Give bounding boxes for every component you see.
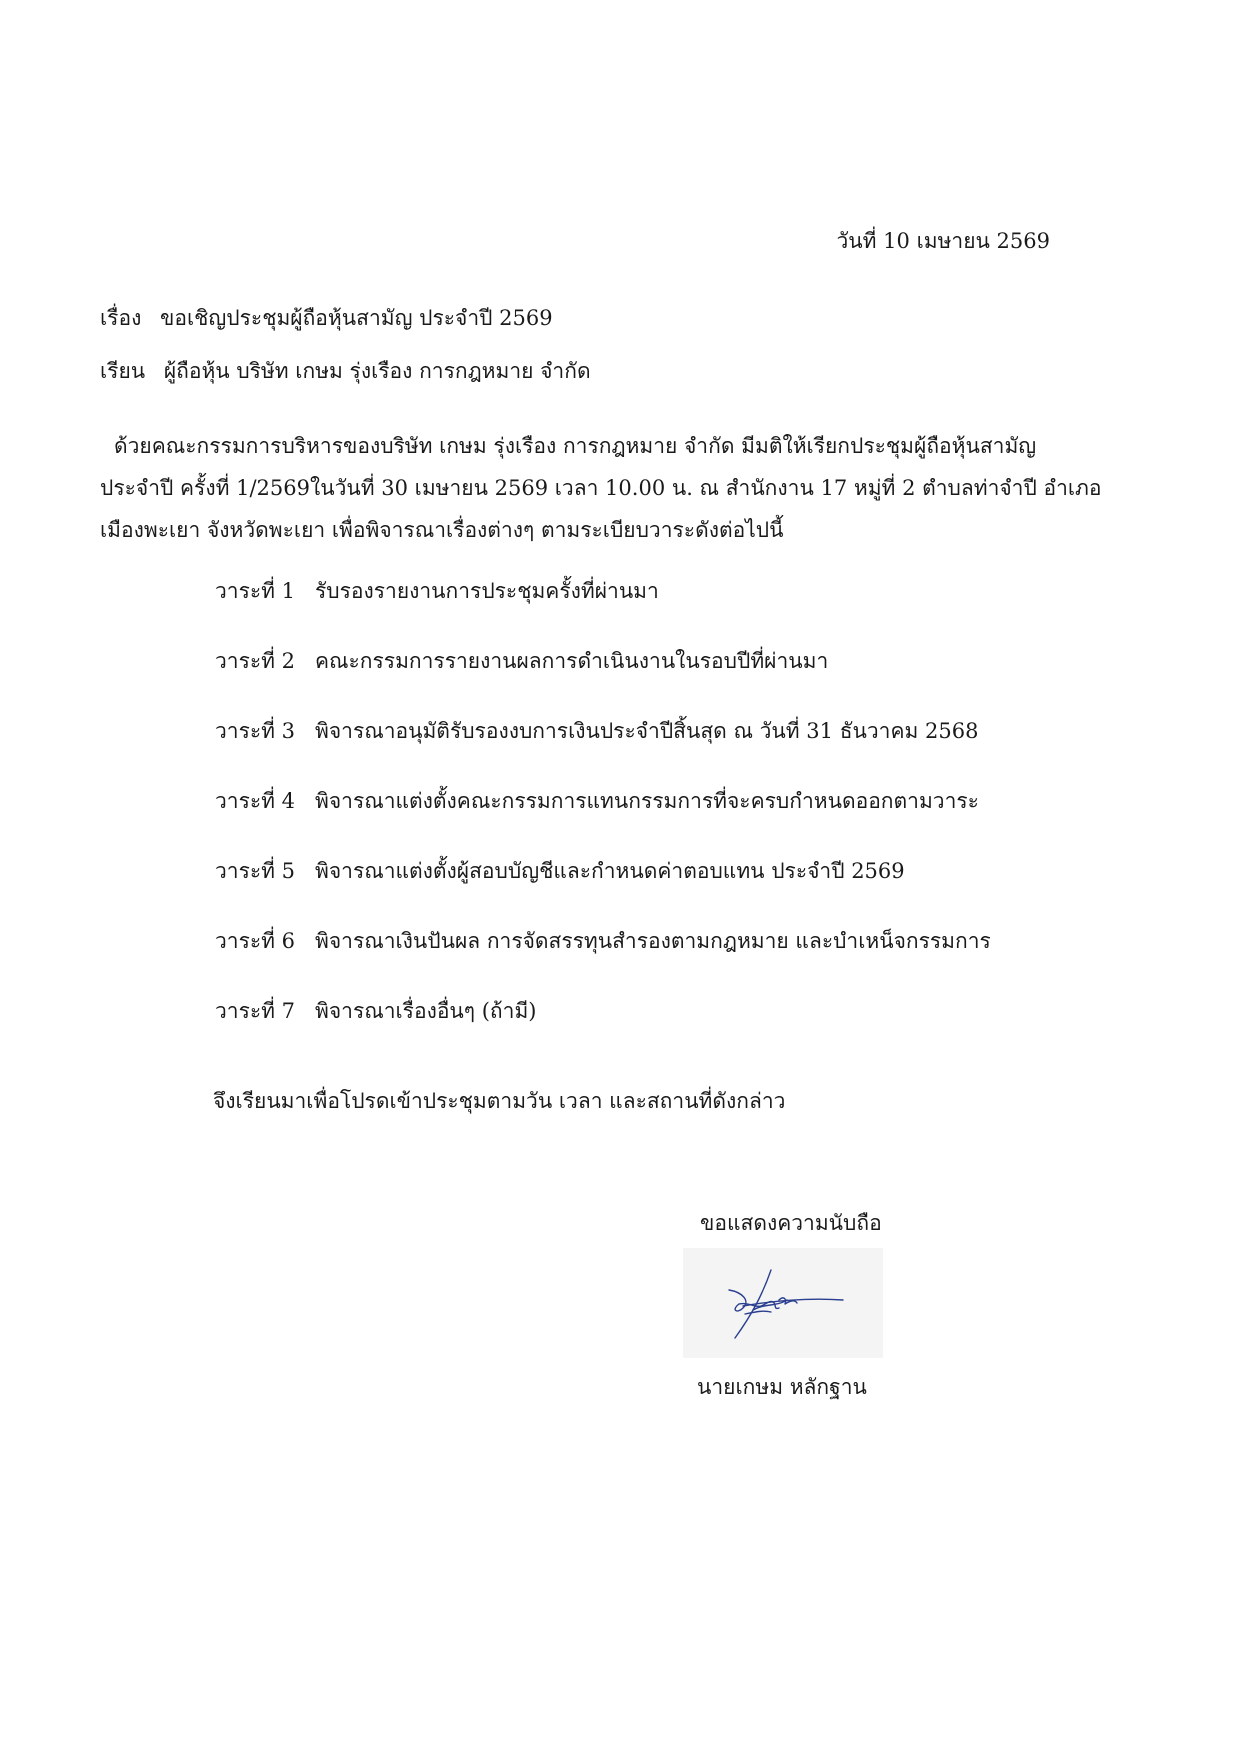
agenda-item [215, 925, 991, 995]
recipient-label: เรียน [100, 359, 146, 383]
closing-sentence: จึงเรียนมาเพื่อโปรดเข้าประชุมตามวัน เวลา และสถานที่ดังกล่าว [213, 1089, 786, 1113]
letter-date: วันที่ 10 เมษายน 2569 [836, 229, 1050, 253]
agenda-number: วาระที่ 3 [215, 719, 296, 743]
agenda-text: พิจารณาเงินปันผล การจัดสรรทุนสำรองตามกฎหมาย และบำเหน็จกรรมการ [315, 929, 991, 953]
body-line-2: ประจำปี ครั้งที่ 1/2569ในวันที่ 30 เมษายน 2569 เวลา 10.00 น. ณ สำนักงาน 17 หมู่ที่ 2 ตำบลท่าจำปี อำเภอ [100, 476, 1102, 500]
agenda-text: พิจารณาแต่งตั้งคณะกรรมการแทนกรรมการที่จะครบกำหนดออกตามวาระ [315, 789, 979, 813]
agenda-text: คณะกรรมการรายงานผลการดำเนินงานในรอบปีที่ผ่านมา [315, 649, 829, 673]
signature-image [683, 1248, 883, 1358]
agenda-text: พิจารณาอนุมัติรับรองงบการเงินประจำปีสิ้นสุด ณ วันที่ 31 ธันวาคม 2568 [315, 719, 979, 743]
agenda-number: วาระที่ 4 [215, 789, 296, 813]
subject-text: ขอเชิญประชุมผู้ถือหุ้นสามัญ ประจำปี 2569 [160, 306, 553, 330]
agenda-text: พิจารณาเรื่องอื่นๆ (ถ้ามี) [315, 999, 537, 1023]
subject-label: เรื่อง [100, 306, 142, 330]
agenda-list [215, 575, 991, 1065]
agenda-item [215, 715, 991, 785]
agenda-item [215, 855, 991, 925]
subject-line [100, 302, 553, 335]
agenda-item [215, 645, 991, 715]
agenda-item [215, 785, 991, 855]
body-line-1: ด้วยคณะกรรมการบริหารของบริษัท เกษม รุ่งเรือง การกฎหมาย จำกัด มีมติให้เรียกประชุมผู้ถือหุ้นสามัญ [114, 434, 1037, 458]
signature-icon [683, 1248, 883, 1358]
recipient-text: ผู้ถือหุ้น บริษัท เกษม รุ่งเรือง การกฎหมาย จำกัด [163, 359, 591, 383]
regards-text: ขอแสดงความนับถือ [700, 1211, 882, 1235]
agenda-number: วาระที่ 6 [215, 929, 296, 953]
signer-name: นายเกษม หลักฐาน [697, 1375, 867, 1399]
agenda-item [215, 995, 991, 1065]
recipient-line [100, 355, 591, 388]
agenda-number: วาระที่ 7 [215, 999, 296, 1023]
agenda-item [215, 575, 991, 645]
body-paragraph [100, 425, 1150, 551]
agenda-text: พิจารณาแต่งตั้งผู้สอบบัญชีและกำหนดค่าตอบแทน ประจำปี 2569 [315, 859, 905, 883]
agenda-number: วาระที่ 5 [215, 859, 296, 883]
body-line-3: เมืองพะเยา จังหวัดพะเยา เพื่อพิจารณาเรื่องต่างๆ ตามระเบียบวาระดังต่อไปนี้ [100, 518, 784, 542]
agenda-number: วาระที่ 1 [215, 579, 296, 603]
agenda-text: รับรองรายงานการประชุมครั้งที่ผ่านมา [315, 579, 659, 603]
agenda-number: วาระที่ 2 [215, 649, 296, 673]
